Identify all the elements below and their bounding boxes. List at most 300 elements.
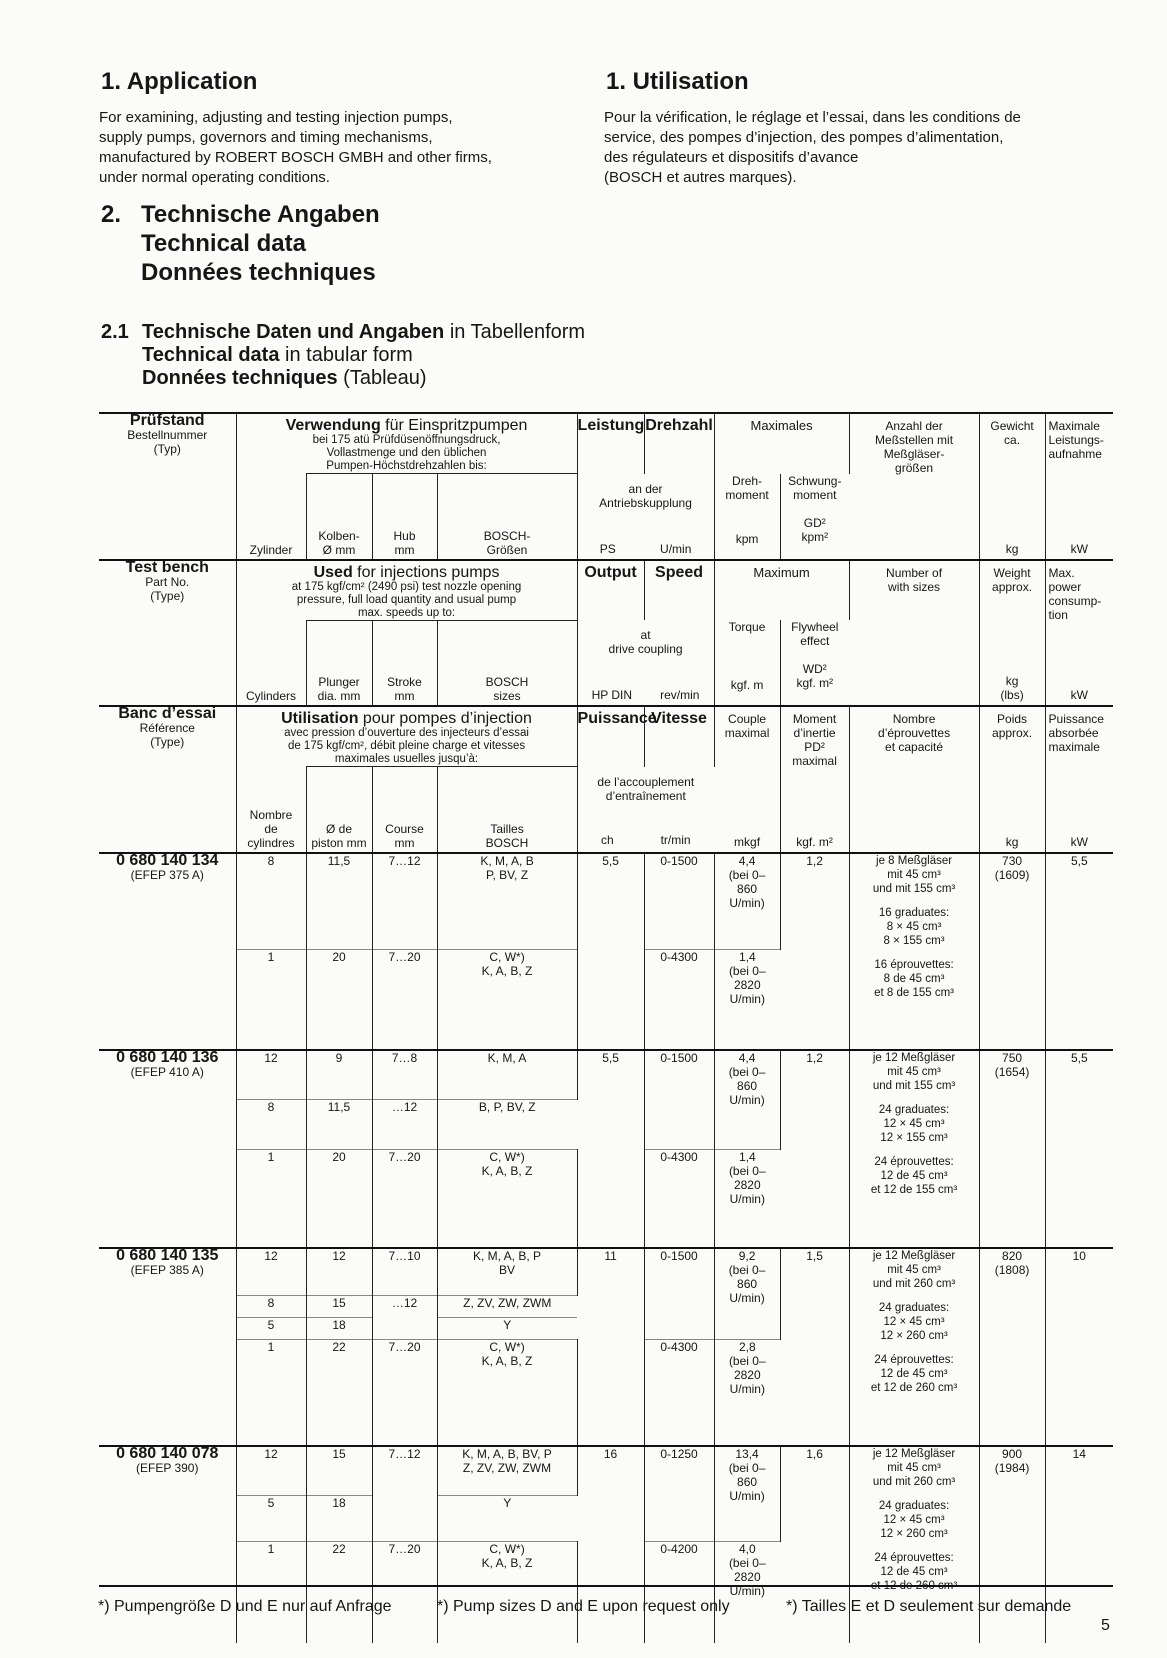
text-block [850,906,979,948]
bench-header-de [99,413,236,560]
bench-type: (EFEP 390) [136,1460,199,1475]
text-line: C, W*) [489,950,525,964]
intro-line: manufactured by ROBERT BOSCH GMBH and other firms, [99,149,492,166]
cylinders: 1 [267,1542,275,1556]
text-line: (bei 0– [728,964,766,978]
bench-type: (EFEP 410 A) [130,1064,204,1079]
text-line: mm [394,689,415,703]
weight-unit: kg [1005,541,1019,556]
plunger-value [306,1100,372,1150]
torque-value [714,1150,780,1248]
bench-header-fr [99,706,236,853]
text-line: 860 [737,881,758,896]
text-line: je 12 Meßgläser [872,1051,956,1064]
bench-id [99,1248,236,1446]
text-block [850,1103,979,1145]
stroke-value [372,1296,437,1340]
bench-type-label: (Typ) [153,442,181,456]
text-line: K, A, B, Z [481,1556,533,1570]
drive-coupling-header [577,474,714,560]
bench-title: Prüfstand [129,412,205,429]
text-line: BV [499,1262,516,1277]
text-line: 12 × 45 cm³ [883,1315,945,1328]
speed-value [644,1446,714,1542]
text-block [438,1340,577,1368]
text-line: maximale [1048,740,1100,754]
text-block [715,1150,781,1206]
text-line: B, P, BV, Z [478,1100,536,1114]
part-number: 0 680 140 134 [116,851,219,869]
plunger-value [306,1496,372,1542]
plunger-value [306,1340,372,1446]
text-line: 12 × 260 cm³ [880,1527,948,1540]
application-text-fr [604,108,1104,188]
text-block [438,1318,578,1332]
cylinders-label: Zylinder [249,542,293,557]
text-block [850,566,979,594]
output-value [577,853,644,1050]
text-block [438,1542,577,1570]
text-line: K, M, A, B [480,853,534,868]
plunger-value [306,1542,372,1643]
text-line: (bei 0– [728,867,766,882]
stroke: …12 [391,1100,418,1114]
output-value [577,1050,644,1248]
power-unit: HP DIN [591,688,633,702]
text-line: 12 de 45 cm³ [880,1367,948,1380]
text-line: 8 de 45 cm³ [883,972,945,985]
text-line: K, A, B, Z [481,964,533,978]
intro-line: (BOSCH et autres marques). [604,169,797,186]
fly-header [780,474,849,560]
sub-title-bold: Données techniques [142,367,338,389]
text-line: 2,8 [738,1340,756,1354]
usage-header-en [236,560,577,621]
stroke-value [372,1542,437,1643]
power-label: Puissance [577,710,657,727]
text-line: 16 graduates: [878,906,950,919]
text-line: BOSCH- [483,528,531,543]
sizes-header [437,620,577,706]
sizes-value [437,1296,577,1318]
torque-header-fr [714,706,780,853]
stroke: 7…10 [388,1248,421,1263]
text-line: C, W*) [489,1340,525,1354]
bench-header-en [99,560,236,707]
output: 11 [604,1248,617,1263]
text-block [438,1249,577,1277]
power-label: Leistung [577,417,645,434]
spacer [850,1145,979,1155]
stroke: 7…20 [388,1340,421,1354]
measuring-points [849,853,979,1050]
stroke-value [372,1150,437,1248]
cylinders: 8 [267,1100,275,1114]
text-line: consump- [1048,593,1102,608]
text-line: 2820 [733,1570,761,1584]
torque-value [714,1248,780,1340]
text-line: U/min) [729,1290,765,1305]
text-line: effect [800,634,830,648]
text-line: et 12 de 260 cm³ [870,1381,958,1394]
header-row-de [99,413,1113,474]
text-line: K, M, A, B, P [473,1248,542,1263]
text-line: Hub [393,528,416,543]
text-block [980,674,1045,702]
text-line: Y [503,1496,512,1510]
cylinders-value [236,1318,306,1340]
text-line: 12 de 45 cm³ [880,1169,948,1182]
table-row [99,853,1113,950]
text-block [237,581,577,620]
flywheel: 1,2 [806,853,823,868]
cylinders: 5 [267,1496,275,1510]
spacer [781,516,850,544]
bench-id [99,853,236,1050]
sizes-value [437,1542,577,1643]
power-label: Output [584,563,637,581]
text-line: avec pression d’ouverture des injecteurs d’essai [284,727,529,739]
text-line: und mit 155 cm³ [872,882,956,895]
text-line: max. speeds up to: [357,606,456,619]
cylinders-value [236,1296,306,1318]
speed-value [644,1050,714,1150]
text-block [307,675,372,703]
table-row [99,1248,1113,1296]
text-block [850,1051,979,1093]
maxpower-unit: kW [1070,688,1088,702]
bench-partno-label: Part No. [145,574,190,589]
drive-units [578,833,715,847]
text-line: Pumpen-Höchstdrehzahlen bis: [326,460,487,472]
sizes-value [437,1340,577,1446]
text-line: 24 graduates: [878,1301,950,1314]
usage-header-fr [236,706,577,767]
text-block [781,474,850,502]
speed: 0-4300 [660,1340,698,1354]
torque-unit: mkgf [734,834,761,849]
plunger-value [306,1150,372,1248]
sizes-value [437,1100,577,1150]
flywheel-value [780,1248,849,1446]
text-line: U/min) [729,1488,765,1503]
spacer [850,948,979,958]
text-line: Leistungs- [1048,433,1104,447]
text-line: 13,4 [735,1446,759,1461]
output: 5,5 [602,853,619,868]
plunger: 15 [332,1446,346,1461]
stroke-value [372,1446,437,1542]
sizes-value [437,1248,577,1296]
speed: 0-1500 [660,1050,698,1065]
table-row [99,1050,1113,1100]
text-line: Dreh- [732,473,763,488]
application-text-en [99,108,559,188]
output-value [577,1248,644,1446]
intro-line: For examining, adjusting and testing injection pumps, [99,109,453,126]
text-block [715,1542,781,1598]
text-line: 4,0 [738,1542,756,1556]
subsection-titles [142,321,585,390]
cylinders: 5 [267,1318,275,1332]
bench-type-label: (Type) [150,735,185,749]
text-line: mit 45 cm³ [887,868,941,881]
usage-title [237,564,577,581]
plunger: 22 [332,1542,346,1556]
speed-label: Vitesse [651,710,707,727]
text-line: de [264,821,278,836]
cylinders: 1 [267,1340,275,1354]
power-header-en [577,560,644,621]
drive-coupling-header [577,620,714,706]
text-line: Meßstellen mit [875,433,954,447]
text-line: mit 45 cm³ [887,1461,941,1474]
sizes-value [437,1496,577,1542]
text-line: Y [503,1318,512,1332]
weight-value [979,853,1045,1050]
spacer [850,1343,979,1353]
flywheel: 1,2 [806,1050,823,1065]
text-line: und mit 260 cm³ [872,1475,956,1488]
stroke-header [372,620,437,706]
text-line: 8 × 155 cm³ [883,934,945,947]
speed: 0-4300 [660,950,698,964]
text-block [237,727,577,766]
drive-units [578,688,714,702]
plunger-value [306,853,372,950]
text-line: PD² [804,740,825,754]
part-number: 0 680 140 136 [116,1048,219,1066]
bench-type-label: (Type) [150,588,185,603]
text-line: mit 45 cm³ [887,1065,941,1078]
text-line: mit 45 cm³ [887,1263,941,1276]
text-line: sizes [493,689,521,703]
plunger-value [306,950,372,1050]
text-block [980,419,1045,447]
speed-value [644,1542,714,1643]
cylinders-value [236,853,306,950]
stroke-value [372,1248,437,1296]
usage-title [237,710,577,727]
plunger-header [306,620,372,706]
speed-header-en [644,560,714,621]
text-line: 24 graduates: [878,1499,950,1512]
flywheel-value [780,1050,849,1248]
plunger-value [306,1248,372,1296]
text-line: und mit 260 cm³ [872,1277,956,1290]
cylinders-value [236,1496,306,1542]
text-line: moment [725,487,769,502]
text-block [715,1447,780,1503]
tech-section-number: 2. [101,201,122,228]
text-block [715,620,780,634]
text-line: approx. [992,579,1033,594]
speed-unit: tr/min [660,832,691,847]
text-line: Größen [486,542,528,557]
text-block [850,1499,979,1541]
plunger: 11,5 [327,1100,351,1114]
table-row [99,1446,1113,1496]
speed: 0-4200 [660,1542,698,1556]
stroke-value [372,1050,437,1100]
measuring-points [849,1248,979,1446]
bench-id [99,1050,236,1248]
text-block [715,1249,780,1305]
maximum-label: Maximum [753,564,810,580]
speed: 0-4300 [660,1150,698,1164]
text-block [715,950,781,1006]
sub-title-rest: (Tableau) [337,367,427,389]
footnote-fr: *) Tailles E et D seulement sur demande [786,1598,1072,1615]
torque-value [714,1542,780,1643]
plunger-header [306,474,372,560]
text-line: 24 éprouvettes: [874,1551,954,1564]
power-header-fr [577,706,657,767]
intro-line: supply pumps, governors and timing mechanisms, [99,129,433,146]
cylinders-header [236,474,306,560]
tech-title: Technical data [141,230,306,257]
usage-title-bold: Used [313,563,353,581]
text-line: 12 de 45 cm³ [880,1565,948,1578]
plunger: 11,5 [327,853,351,868]
power-header-de [577,413,644,474]
maxpower-kw: 14 [1072,1446,1086,1461]
text-block [850,1301,979,1343]
sub-title-rest: in Tabellenform [444,321,586,343]
text-block [781,662,850,690]
maxpower-unit: kW [1070,834,1088,849]
text-line: maximal [792,754,837,768]
speed-value [644,1340,714,1446]
text-block [850,854,979,896]
cylinders-value [236,950,306,1050]
weight-kg: 730 [1002,853,1023,868]
text-block [980,566,1045,594]
usage-title-bold: Utilisation [281,710,359,727]
part-number: 0 680 140 078 [116,1444,219,1462]
text-block [438,950,577,978]
text-line: at 175 kgf/cm² (2490 psi) test nozzle opening [291,580,522,593]
text-line: d’éprouvettes [878,726,951,740]
fly-header-fr [780,706,849,853]
cylinders-value [236,1248,306,1296]
cylinders-header [236,620,306,706]
text-line: aufnahme [1048,447,1102,461]
cylinders-value [236,1150,306,1248]
fly-header [780,620,849,706]
maximum-header-de [714,413,849,474]
text-line: je 12 Meßgläser [872,1249,956,1262]
text-block [715,474,780,502]
text-line: (bei 0– [728,1354,766,1368]
points-header-en [849,560,979,707]
flywheel-value [780,853,849,1050]
stroke-value [372,853,437,950]
output: 16 [603,1446,618,1461]
text-line: U/min) [729,1192,765,1206]
table-bottom-rule [99,1585,1113,1587]
text-line: (bei 0– [728,1556,766,1570]
cylinders-value [236,1542,306,1643]
text-line: ca. [1004,433,1021,447]
text-line: (bei 0– [728,1064,766,1079]
weight-kg: 900 [1002,1446,1023,1461]
text-line: Nombre [892,712,936,726]
text-line: 12 × 45 cm³ [883,1513,945,1526]
text-line: piston mm [311,835,367,850]
speed-value [644,853,714,950]
sub-title-rest: in tabular form [279,344,413,366]
text-line: maximales usuelles jusqu’à: [334,753,479,765]
text-line: Poids [997,712,1028,726]
stroke-value [372,1100,437,1150]
text-line: (lbs) [1000,688,1024,702]
power-unit: PS [599,541,616,556]
text-line: drive coupling [608,642,683,656]
text-line: 8 × 45 cm³ [886,920,942,933]
footnote-en: *) Pump sizes D and E upon request only [437,1598,730,1615]
sizes-value [437,1446,577,1496]
text-line: 16 éprouvettes: [874,958,954,971]
text-line: U/min) [729,895,765,910]
text-line: je 12 Meßgläser [872,1447,956,1460]
points-header-de [849,413,979,560]
maxpower-header-fr [1045,706,1113,853]
text-line: Nombre [249,807,293,822]
text-block [1049,419,1114,461]
text-line: BOSCH [485,835,529,850]
maxpower-value [1045,853,1113,1050]
intro-line: service, des pompes d’injection, des pompes d’alimentation, [604,129,1004,146]
maximum-header-en [714,560,849,621]
sizes-header [437,474,577,560]
intro-line: des régulateurs et dispositifs d’avance [604,149,859,166]
text-block [850,712,979,754]
part-number: 0 680 140 135 [116,1246,219,1264]
speed: 0-1250 [660,1446,698,1461]
cylinders-value [236,1340,306,1446]
text-line: d’inertie [793,726,836,740]
usage-title-rest: für Einspritzpumpen [380,417,528,434]
spacer [850,1093,979,1103]
speed-value [644,1248,714,1340]
cylinders: 1 [267,1150,275,1164]
measuring-points [849,1050,979,1248]
text-line: je 8 Meßgläser [876,854,953,867]
speed-unit: U/min [660,541,692,556]
text-line: absorbée [1048,726,1099,740]
maxpower-kw: 5,5 [1070,853,1088,868]
text-line: (bei 0– [728,1164,766,1178]
plunger: 9 [335,1050,343,1065]
text-block [373,822,437,850]
intro-line: under normal operating conditions. [99,169,330,186]
text-block [850,1249,979,1291]
text-line: K, A, B, Z [481,1164,533,1178]
text-line: 860 [737,1078,758,1093]
text-line: U/min) [729,1382,765,1396]
text-block [781,835,849,849]
page-number: 5 [1101,1617,1110,1634]
maxpower-kw: 10 [1072,1248,1086,1263]
speed-value [644,1150,714,1248]
usage-title-rest: for injections pumps [352,563,500,581]
text-block [850,1447,979,1489]
text-line: de l’accouplement [597,774,695,789]
text-line: Antriebskupplung [599,495,692,510]
text-line: 2820 [733,1368,761,1382]
text-line: 2820 [733,1178,761,1192]
